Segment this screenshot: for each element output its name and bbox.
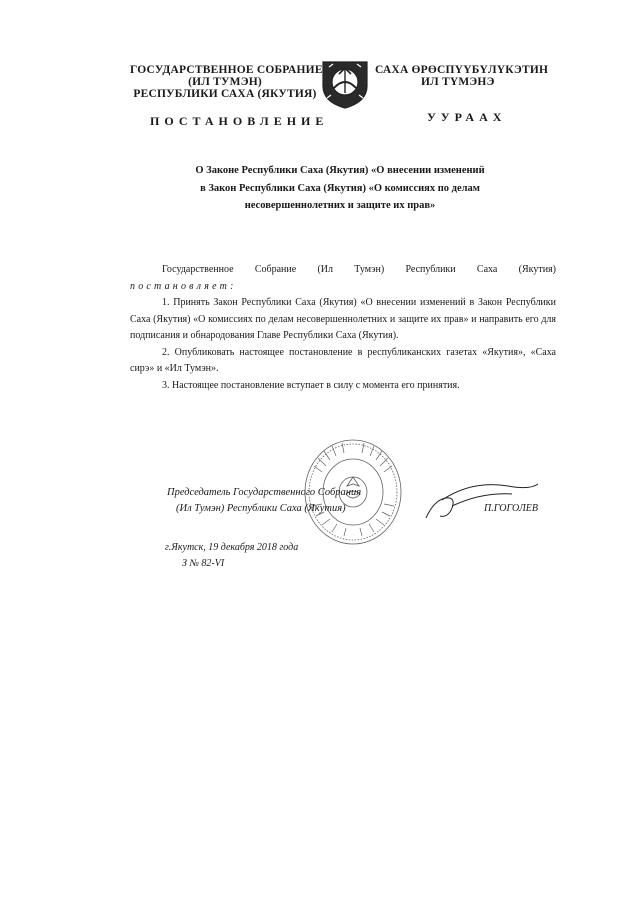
signatory-position-line-1: Председатель Государственного Собрания [167, 487, 362, 498]
item-2: 2. Опубликовать настоящее постановление в республиканских газетах «Якутия», «Саха сирэ» и «Ил Тумэн». [130, 346, 556, 374]
header-left-block [130, 64, 323, 100]
decree-label-ru: ПОСТАНОВЛЕНИЕ [150, 114, 329, 128]
header-left-line-3: РЕСПУБЛИКИ САХА (ЯКУТИЯ) [133, 88, 317, 100]
signatory-name: П.ГОГОЛЕВ [484, 503, 539, 514]
coat-of-arms-emblem [317, 58, 373, 110]
header-right-block [375, 64, 560, 88]
title-line-1: О Законе Республики Саха (Якутия) «О внесении изменений [195, 165, 485, 176]
document-body [130, 262, 556, 394]
item-3: 3. Настоящее постановление вступает в силу с момента его принятия. [162, 379, 460, 391]
document-title [140, 162, 540, 215]
intro-line: Государственное Собрание (Ил Тумэн) Республики Саха (Якутия) [162, 264, 556, 275]
item-1: 1. Принять Закон Республики Саха (Якутия) «О внесении изменений в Закон Республики Саха (Якутия) «О комиссиях по делам несовершеннолетних и защите их прав» и направить его для подписания и обнародования Главе Республики Саха (Якутия). [130, 297, 556, 341]
header-right-line-1: САХА ӨРӨСПҮҮБҮЛҮКЭТИН [375, 64, 549, 76]
resolves-line: постановляет: [130, 280, 237, 292]
place-and-date: г.Якутск, 19 декабря 2018 года [165, 542, 299, 553]
header-right-line-2: ИЛ ТҮМЭНЭ [421, 76, 495, 88]
title-line-3: несовершеннолетних и защите их прав» [244, 200, 436, 211]
title-line-2: в Закон Республики Саха (Якутия) «О комиссиях по делам [200, 182, 480, 194]
decree-label-sakha: УУРААХ [427, 110, 507, 124]
handwritten-signature [412, 470, 542, 526]
header-left-line-2: (ИЛ ТУМЭН) [188, 76, 262, 88]
header-left-line-1: ГОСУДАРСТВЕННОЕ СОБРАНИЕ [130, 64, 323, 76]
signatory-position-line-2: (Ил Тумэн) Республики Саха (Якутия) [176, 503, 346, 514]
document-number: З № 82-VI [182, 558, 225, 569]
